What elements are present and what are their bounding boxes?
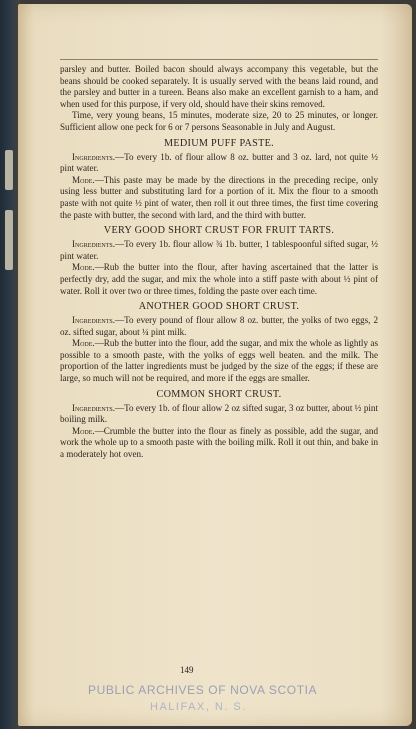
mode-label: Mode. <box>72 174 95 185</box>
mode-label: Mode. <box>72 338 95 349</box>
mode-text: —Rub the butter into the flour, after having ascertained that the latter is perfectly dry, add the sugar, and mix the whole into a stiff paste with about ½ pint of water. Roll it over two or three times, folding the paste over each time. <box>60 262 378 296</box>
mode-paragraph <box>60 175 378 221</box>
cover-lettering-mark <box>5 210 13 270</box>
mode-label: Mode. <box>72 262 95 273</box>
page-number: 149 <box>180 665 194 675</box>
page-body <box>60 64 378 461</box>
recipe-heading: COMMON SHORT CRUST. <box>156 388 282 400</box>
mode-text: —Rub the butter into the flour, add the sugar, and mix the whole as lightly as possible to a smooth paste, with the yolks of eggs well beaten. and the milk. The proportion of the latter ingredients must be judged by the size of the eggs; if these are large, so much will not be required, and more if the eggs are smaller. <box>60 338 378 384</box>
mode-text: —Crumble the butter into the flour as finely as possible, add the sugar, and work the whole up to a smooth paste with the boiling milk. Roll it out thin, and bake in a moderately hot oven. <box>60 425 378 460</box>
paragraph: parsley and butter. Boiled bacon should always accompany this vegetable, but the beans should be cooked separately. It is usually served with the beans laid round, and the parsley and butter in a tureen. Beans also make an excellent garnish to a ham, and when used for this purpose, if very old, should have their skins removed. <box>60 64 378 109</box>
archive-stamp-line1: PUBLIC ARCHIVES OF NOVA SCOTIA <box>88 683 318 697</box>
ingredients-text: —To every pound of flour allow 8 oz. butter, the yolks of two eggs, 2 oz. sifted sugar, about ¼ pint milk. <box>60 315 378 337</box>
mode-paragraph <box>60 262 378 297</box>
mode-paragraph <box>60 338 378 384</box>
ingredients-label: Ingredients. <box>72 315 115 326</box>
ingredients-paragraph <box>60 152 378 175</box>
mode-paragraph <box>60 426 378 461</box>
mode-text: —This paste may be made by the directions in the preceding recipe, only using less butter and substituting lard for a portion of it. Mix the flour to a smooth paste with not quite ½ pint of water, then roll it out three times, the first time covering the paste with butter, the second with lard, and the third with butter. <box>60 174 378 220</box>
recipe-heading: VERY GOOD SHORT CRUST FOR FRUIT TARTS. <box>103 225 335 237</box>
paragraph: Time, very young beans, 15 minutes, moderate size, 20 to 25 minutes, or longer. Sufficient allow one peck for 6 or 7 persons Seasonable in July and August. <box>60 110 378 132</box>
book-cover-edge <box>0 0 20 729</box>
ingredients-label: Ingredients. <box>72 239 115 250</box>
header-rule <box>60 59 378 60</box>
archive-stamp-line2: HALIFAX, N. S. <box>150 701 247 713</box>
mode-label: Mode. <box>72 425 95 436</box>
cover-lettering-mark <box>5 150 13 190</box>
recipe-heading: MEDIUM PUFF PASTE. <box>163 137 275 149</box>
ingredients-paragraph <box>60 315 378 338</box>
ingredients-paragraph <box>60 403 378 426</box>
ingredients-label: Ingredients. <box>72 402 115 413</box>
ingredients-text: —To every 1b. flour allow ¾ 1b. butter, 1 tablespoonful sifted sugar, ½ pint water. <box>60 239 378 261</box>
ingredients-label: Ingredients. <box>72 151 115 162</box>
ingredients-text: —To every 1b. of flour allow 2 oz sifted sugar, 3 oz butter, about ½ pint boiling milk. <box>60 402 378 425</box>
recipe-heading: ANOTHER GOOD SHORT CRUST. <box>138 301 300 313</box>
ingredients-paragraph <box>60 239 378 262</box>
ingredients-text: —To every 1b. of flour allow 8 oz. butter and 3 oz. lard, not quite ½ pint water. <box>60 151 378 174</box>
